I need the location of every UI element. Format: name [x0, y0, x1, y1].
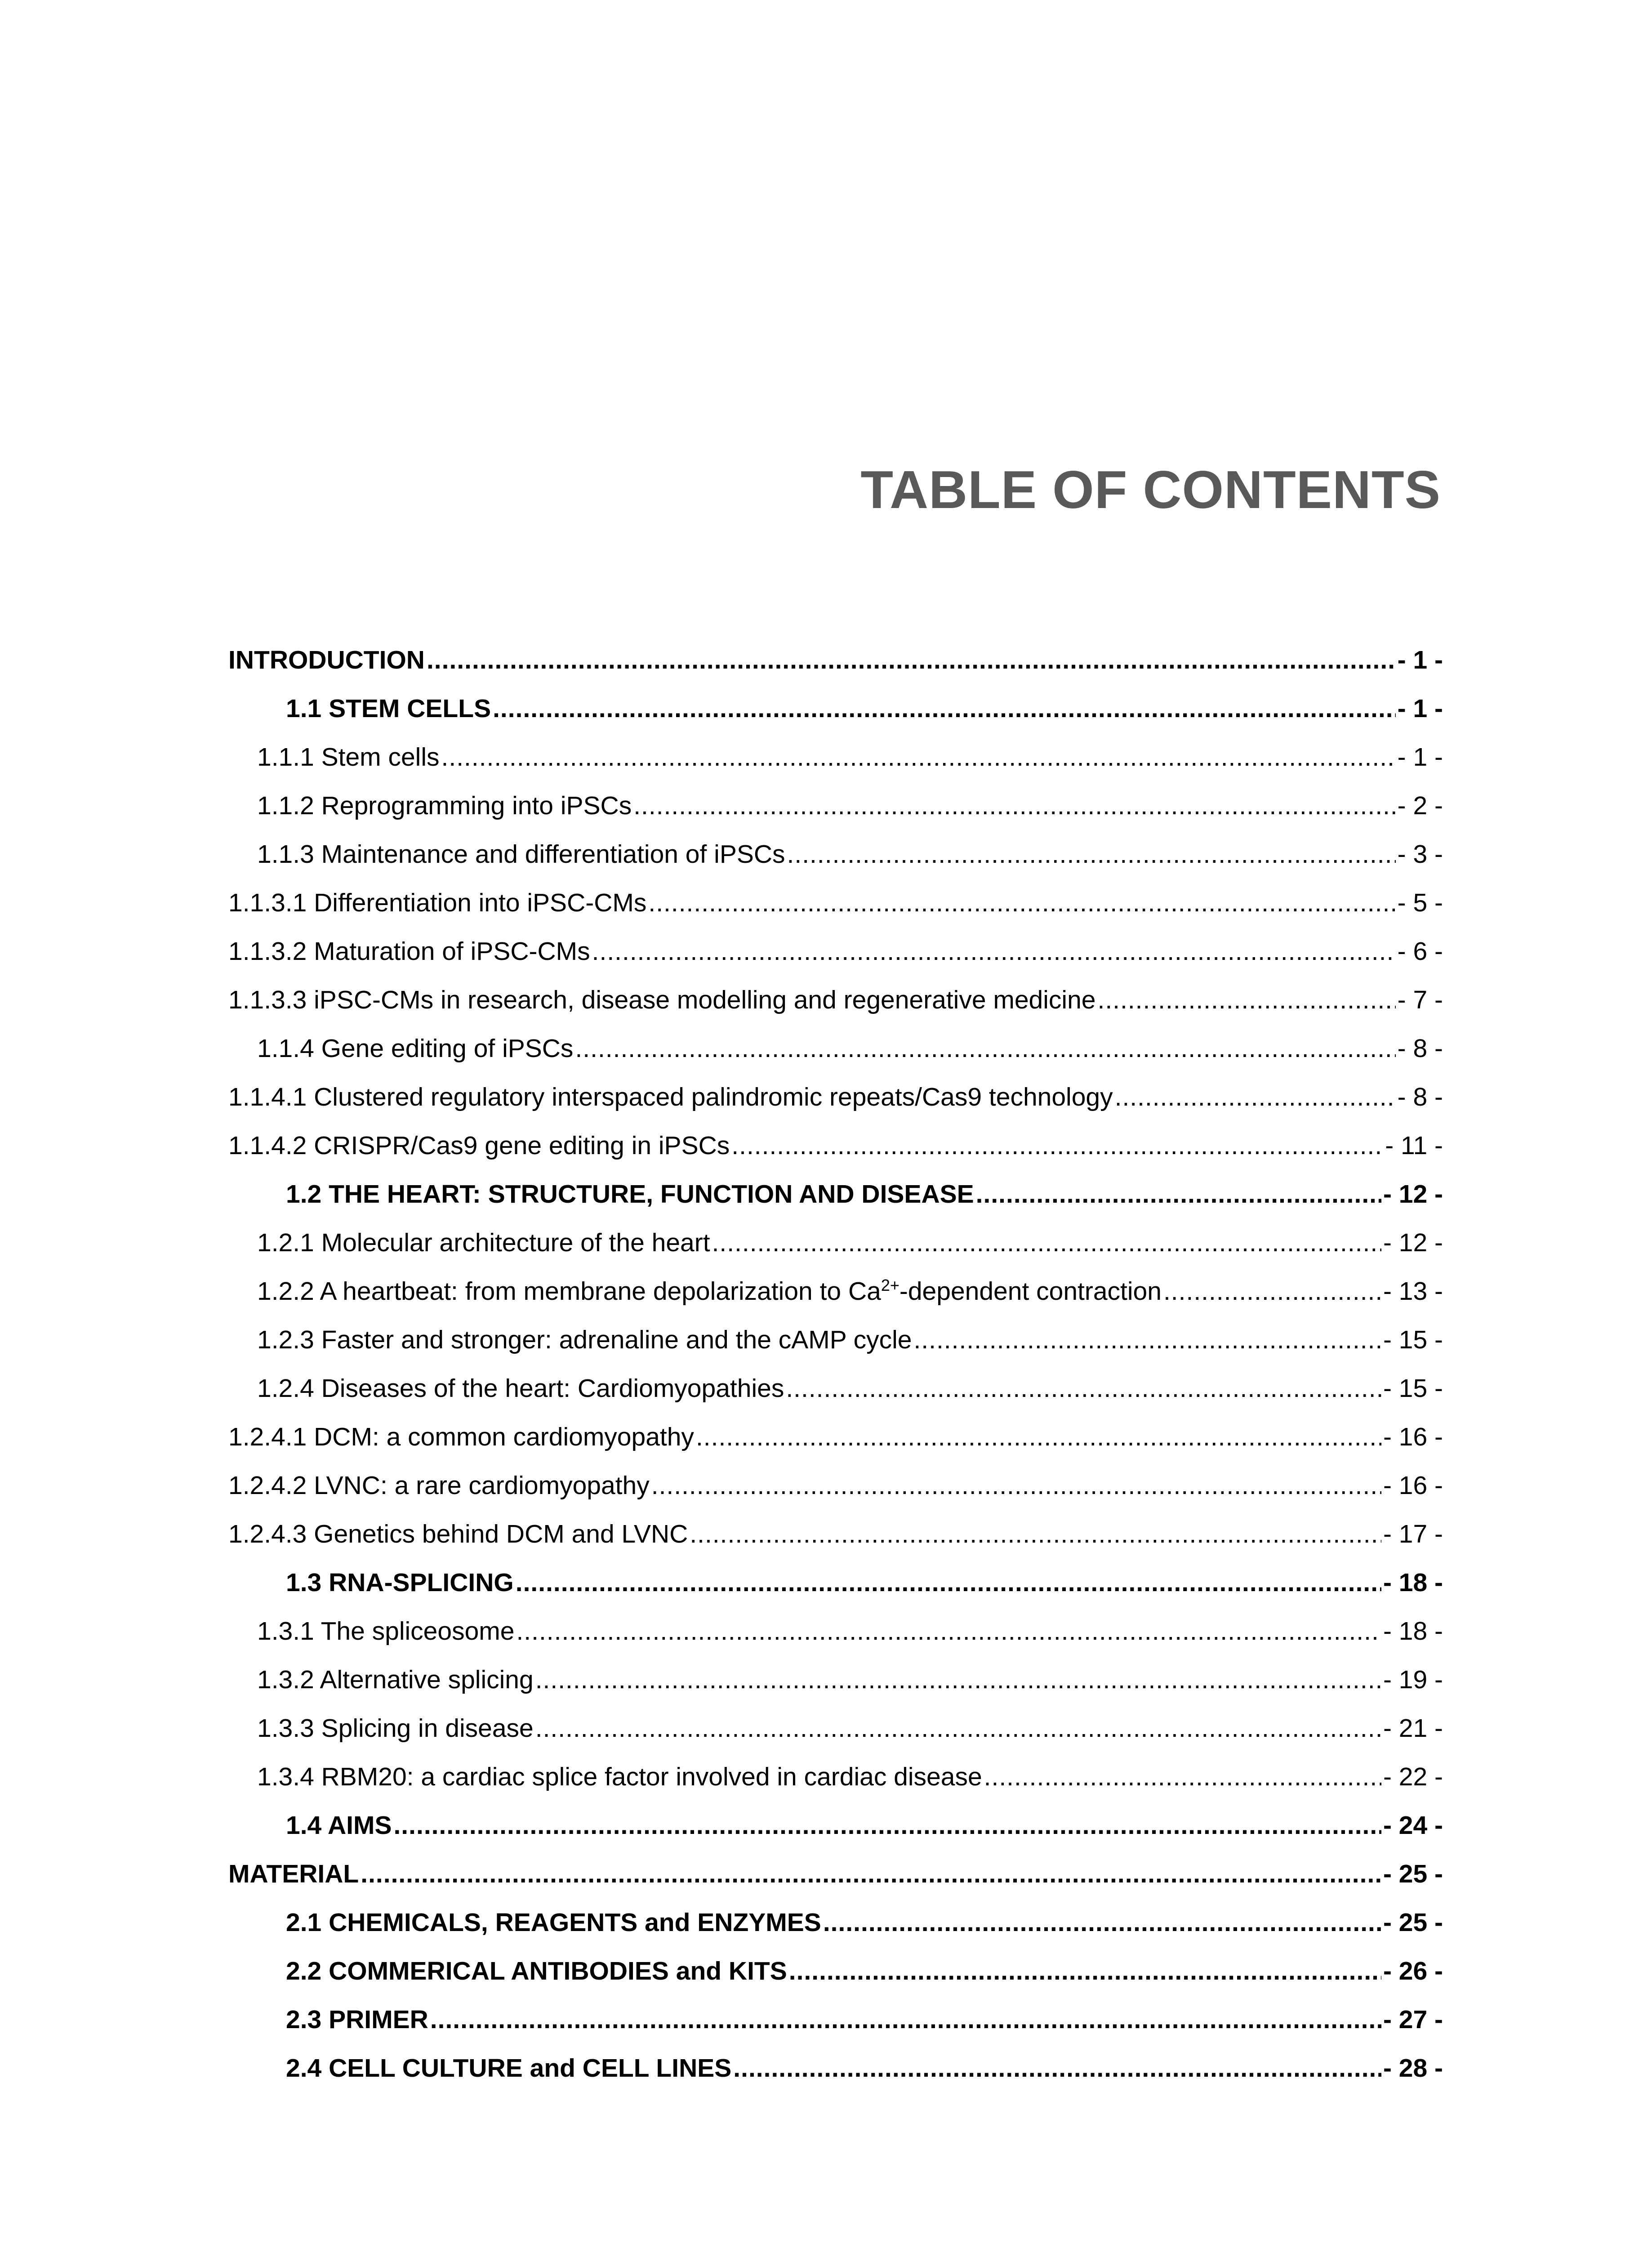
- toc-entry[interactable]: [228, 1133, 1443, 1182]
- toc-leader: [441, 745, 1396, 770]
- toc-entry-title-sup: 2+: [881, 1276, 899, 1294]
- toc-entry-title: 1.3 RNA-SPLICING: [286, 1568, 514, 1597]
- toc-entry-page: - 13 -: [1383, 1277, 1443, 1306]
- toc-leader: [712, 1230, 1381, 1256]
- toc-entry[interactable]: [228, 2007, 1443, 2056]
- toc-entry[interactable]: [228, 1182, 1443, 1230]
- toc-entry-title: 1.1.3.3 iPSC-CMs in research, disease modelling and regenerative medicine: [228, 986, 1096, 1014]
- toc-leader: [393, 1813, 1381, 1838]
- toc-entry-page: - 24 -: [1383, 1811, 1443, 1840]
- toc-entry-page: - 12 -: [1383, 1180, 1443, 1209]
- toc-entry[interactable]: [228, 1958, 1443, 2007]
- toc-leader: [789, 1958, 1381, 1984]
- toc-leader: [786, 1376, 1381, 1401]
- toc-entry-page: - 8 -: [1397, 1034, 1443, 1063]
- toc-entry-page: - 16 -: [1383, 1471, 1443, 1500]
- toc-leader: [733, 2056, 1381, 2081]
- toc-leader: [592, 939, 1396, 964]
- toc-entry[interactable]: [228, 1473, 1443, 1521]
- toc-entry-title: 2.1 CHEMICALS, REAGENTS and ENZYMES: [286, 1908, 821, 1937]
- toc-leader: [516, 1619, 1381, 1644]
- toc-entry[interactable]: [228, 1910, 1443, 1958]
- toc-entry-page: - 25 -: [1383, 1908, 1443, 1937]
- toc-entry-title: 1.2.4 Diseases of the heart: Cardiomyopathies: [257, 1374, 784, 1403]
- toc-leader: [984, 1764, 1381, 1790]
- toc-entry[interactable]: [228, 890, 1443, 939]
- toc-entry[interactable]: [228, 1084, 1443, 1133]
- toc-entry-title: 1.4 AIMS: [286, 1811, 392, 1840]
- toc-leader: [493, 696, 1396, 722]
- toc-entry-page: - 16 -: [1383, 1423, 1443, 1451]
- toc-leader: [787, 842, 1396, 867]
- toc-entry[interactable]: [228, 696, 1443, 745]
- toc-entry-page: - 22 -: [1383, 1762, 1443, 1791]
- toc-entry[interactable]: [228, 1376, 1443, 1424]
- toc-leader: [976, 1182, 1381, 1207]
- toc-entry[interactable]: [228, 793, 1443, 842]
- toc-entry-page: - 12 -: [1383, 1228, 1443, 1257]
- toc-entry-title: 1.1.3.2 Maturation of iPSC-CMs: [228, 937, 590, 966]
- toc-entry-page: - 19 -: [1383, 1665, 1443, 1694]
- toc-entry[interactable]: [228, 1424, 1443, 1473]
- toc-entry-title: 1.2.3 Faster and stronger: adrenaline and the cAMP cycle: [257, 1325, 912, 1354]
- toc-entry-title: 1.1.3 Maintenance and differentiation of iPSCs: [257, 840, 785, 869]
- toc-entry-title: 1.1.4.1 Clustered regulatory interspaced palindromic repeats/Cas9 technology: [228, 1083, 1113, 1111]
- toc-entry-page: - 18 -: [1383, 1617, 1443, 1646]
- toc-entry-title: 1.2.4.2 LVNC: a rare cardiomyopathy: [228, 1471, 650, 1500]
- toc-leader: [361, 1861, 1381, 1887]
- toc-entry[interactable]: [228, 939, 1443, 987]
- toc-entry-page: - 15 -: [1383, 1325, 1443, 1354]
- toc-leader: [516, 1570, 1381, 1596]
- toc-leader: [648, 890, 1395, 916]
- toc-entry[interactable]: [228, 1861, 1443, 1910]
- toc-entry[interactable]: [228, 1521, 1443, 1570]
- toc-leader: [535, 1667, 1381, 1693]
- toc-entry[interactable]: [228, 1327, 1443, 1376]
- toc-entry-page: - 18 -: [1383, 1568, 1443, 1597]
- toc-entry-page: - 5 -: [1397, 888, 1443, 917]
- toc-entry[interactable]: [228, 1764, 1443, 1813]
- toc-leader: [535, 1716, 1381, 1741]
- toc-entry[interactable]: [228, 647, 1443, 696]
- toc-leader: [690, 1521, 1381, 1547]
- toc-entry-title: 1.1.4.2 CRISPR/Cas9 gene editing in iPSCs: [228, 1131, 730, 1160]
- toc-leader: [823, 1910, 1381, 1936]
- toc-entry[interactable]: [228, 1230, 1443, 1279]
- toc-entry-title: 1.2.4.3 Genetics behind DCM and LVNC: [228, 1520, 688, 1548]
- toc-entry-title: 2.3 PRIMER: [286, 2005, 428, 2034]
- toc-entry-title: 1.3.1 The spliceosome: [257, 1617, 515, 1646]
- toc-entry[interactable]: [228, 1716, 1443, 1764]
- toc-entry-page: - 15 -: [1383, 1374, 1443, 1403]
- toc-entry-title: INTRODUCTION: [228, 646, 425, 674]
- toc-entry[interactable]: [228, 1813, 1443, 1861]
- toc-entry-page: - 17 -: [1383, 1520, 1443, 1548]
- toc-entry-page: - 28 -: [1383, 2054, 1443, 2083]
- toc-entry-title: 1.1 STEM CELLS: [286, 694, 491, 723]
- page-title: TABLE OF CONTENTS: [860, 460, 1441, 520]
- toc-entry[interactable]: [228, 987, 1443, 1036]
- toc-entry[interactable]: [228, 2056, 1443, 2104]
- toc-entry-title: 1.1.2 Reprogramming into iPSCs: [257, 791, 632, 820]
- toc-leader: [575, 1036, 1395, 1062]
- toc-leader: [430, 2007, 1381, 2033]
- toc-entry-page: - 27 -: [1383, 2005, 1443, 2034]
- toc-leader: [651, 1473, 1381, 1499]
- toc-entry-page: - 1 -: [1397, 743, 1443, 772]
- toc-entry[interactable]: [228, 1036, 1443, 1084]
- toc-entry-page: - 6 -: [1397, 937, 1443, 966]
- toc-entry[interactable]: [228, 1667, 1443, 1716]
- toc-entry-title: 2.4 CELL CULTURE and CELL LINES: [286, 2054, 732, 2083]
- toc-entry-page: - 26 -: [1383, 1957, 1443, 1985]
- toc-entry[interactable]: [228, 1619, 1443, 1667]
- toc-entry[interactable]: [228, 745, 1443, 793]
- toc-entry-title: 2.2 COMMERICAL ANTIBODIES and KITS: [286, 1957, 787, 1985]
- toc-entry-title: 1.3.2 Alternative splicing: [257, 1665, 534, 1694]
- toc-entry-page: - 2 -: [1397, 791, 1443, 820]
- toc-entry-page: - 1 -: [1397, 694, 1443, 723]
- toc-entry-title: 1.1.1 Stem cells: [257, 743, 440, 772]
- toc-entry-title: 1.3.4 RBM20: a cardiac splice factor involved in cardiac disease: [257, 1762, 982, 1791]
- table-of-contents: [228, 647, 1443, 2104]
- toc-entry[interactable]: [228, 1276, 1443, 1327]
- toc-leader: [1115, 1084, 1396, 1110]
- toc-entry[interactable]: [228, 1570, 1443, 1619]
- toc-entry-title-pre: 1.2.2 A heartbeat: from membrane depolarization to Ca: [257, 1277, 881, 1306]
- toc-entry-title: 1.2 THE HEART: STRUCTURE, FUNCTION AND DISEASE: [286, 1180, 974, 1209]
- toc-entry-title: MATERIAL: [228, 1860, 359, 1888]
- toc-entry-title: 1.2.1 Molecular architecture of the heart: [257, 1228, 710, 1257]
- toc-entry-page: - 7 -: [1397, 986, 1443, 1014]
- toc-entry-title: 1.3.3 Splicing in disease: [257, 1714, 534, 1743]
- toc-entry-title-post: -dependent contraction: [899, 1277, 1162, 1306]
- toc-leader: [1097, 987, 1395, 1013]
- toc-entry[interactable]: [228, 842, 1443, 890]
- toc-entry-title: [257, 1276, 1162, 1306]
- toc-entry-title: 1.1.4 Gene editing of iPSCs: [257, 1034, 574, 1063]
- toc-leader: [427, 647, 1396, 673]
- toc-entry-page: - 8 -: [1397, 1083, 1443, 1111]
- toc-entry-page: - 1 -: [1397, 646, 1443, 674]
- toc-leader: [1163, 1279, 1381, 1304]
- toc-entry-page: - 11 -: [1385, 1131, 1443, 1160]
- toc-leader: [696, 1424, 1381, 1450]
- toc-entry-title: 1.1.3.1 Differentiation into iPSC-CMs: [228, 888, 647, 917]
- toc-entry-page: - 25 -: [1383, 1860, 1443, 1888]
- toc-entry-page: - 3 -: [1397, 840, 1443, 869]
- toc-leader: [633, 793, 1395, 819]
- toc-entry-title: 1.2.4.1 DCM: a common cardiomyopathy: [228, 1423, 694, 1451]
- toc-leader: [731, 1133, 1383, 1159]
- toc-leader: [913, 1327, 1381, 1353]
- toc-entry-page: - 21 -: [1383, 1714, 1443, 1743]
